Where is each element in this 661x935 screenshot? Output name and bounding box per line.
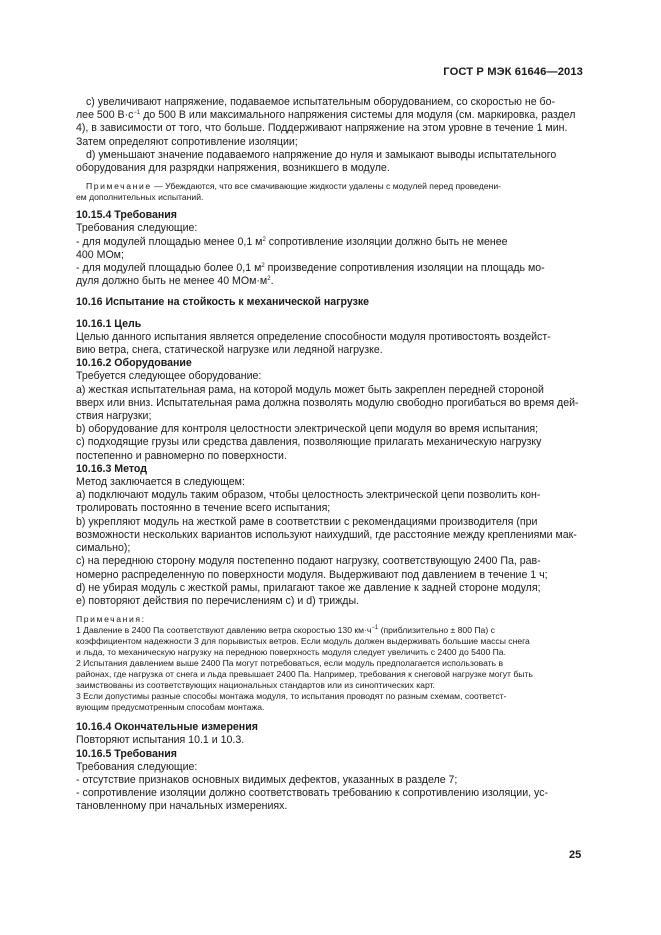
body-line: Требуется следующее оборудование: <box>76 370 262 383</box>
body-line: номерно распределенную по поверхности модуля. Выдерживают под давлением в течение 1 ч; <box>76 568 548 581</box>
section-heading-10-15-4: 10.15.4 Требования <box>76 209 177 222</box>
body-line: 400 МОм; <box>76 248 124 261</box>
body-line: e) повторяют действия по перечислениям с) и d) трижды. <box>76 594 360 607</box>
body-line: - сопротивление изоляции должно соответствовать требованию к сопротивлению изоляции, ус- <box>76 787 549 800</box>
body-line: а) жесткая испытательная рама, на которой модуль может быть закреплен передней стороной <box>76 383 544 396</box>
body-line: - для модулей площадью менее 0,1 $м^2$ сопротивление изоляции должно быть не менее <box>76 235 508 248</box>
item-d-line: оборудования для разрядки напряжения, возникшего в модуле. <box>76 162 390 175</box>
body-line: - для модулей площадью более 0,1 $м^2$ произведение сопротивления изоляции на площадь мо- <box>76 262 545 275</box>
body-line: - отсутствие признаков основных видимых дефектов, указанных в разделе 7; <box>76 773 458 786</box>
body-line: вверх или вниз. Испытательная рама должна позволять модулю свободно прогибаться во время дей- <box>76 396 579 409</box>
item-c-line: лее 500 $В\cdot с^{-1}$ до 500 В или максимального напряжения системы для модуля (см. маркировка, раздел <box>76 109 576 122</box>
body-line: b) оборудование для контроля целостности электрической цепи модуля во время испытания; <box>76 423 539 436</box>
body-line: d) не убирая модуль с жесткой рамы, прилагают такое же давление к задней стороне модуля; <box>76 581 541 594</box>
body-line: симально); <box>76 542 131 555</box>
note-line: 1 Давление в 2400 Па соответствуют давлению ветра скоростью 130 $км\cdot ч^{-1}$ (приблизительно ± 800 Па) с <box>76 625 495 636</box>
note-label: Примечание <box>86 181 152 192</box>
body-line: постепенно и равномерно по поверхности. <box>76 449 287 462</box>
item-c-line: 4), в зависимости от того, что больше. Поддерживают напряжение на этом уровне в течение 1 мин. <box>76 122 568 135</box>
page-number: 25 <box>569 849 582 861</box>
note-line: 3 Если допустимы разные способы монтажа модуля, то испытания проводят по разным схемам, соответст- <box>76 691 507 702</box>
section-heading-10-16-3: 10.16.3 Метод <box>76 462 147 475</box>
body-line: тролировать постоянно в течение всего испытания; <box>76 502 331 515</box>
section-heading-10-16: 10.16 Испытание на стойкость к механической нагрузке <box>76 296 370 309</box>
page-content <box>76 96 581 814</box>
standard-header: ГОСТ Р МЭК 61646—2013 <box>443 66 583 78</box>
item-c-line: Затем определяют сопротивление изоляции; <box>76 135 298 148</box>
note-line: и льда, то механическую нагрузку на переднюю поверхность модуля следует увеличить с 2400 до 5400 Па. <box>76 647 506 658</box>
section-heading-10-16-2: 10.16.2 Оборудование <box>76 357 192 370</box>
section-heading-10-16-5: 10.16.5 Требования <box>76 747 177 760</box>
item-c-line: c) увеличивают напряжение, подаваемое испытательным оборудованием, со скоростью не бо- <box>86 96 556 108</box>
note-line: коэффициентом надежности 3 для порывистых ветров. Если модуль должен выдерживать большие массы снега <box>76 636 530 647</box>
body-line: вию ветра, снега, статической нагрузке или ледяной нагрузке. <box>76 344 383 357</box>
notes-label: Примечания: <box>76 614 146 625</box>
note-line: районах, где нагрузка от снега и льда превышает 2400 Па. Например, требования к снеговой нагрузке могут быть <box>76 669 533 680</box>
body-line: b) укрепляют модуль на жесткой раме в соответствии с рекомендациями производителя (при <box>76 515 538 528</box>
body-line: Требования следующие: <box>76 222 198 235</box>
body-line: возможности нескольких вариантов используют наихудший, где расстояние между креплениями мак- <box>76 528 577 541</box>
body-line: ствия нагрузки; <box>76 410 152 423</box>
note-line: заимствованы из соответствующих национальных стандартов или из синоптических карт. <box>76 680 435 691</box>
body-line: Требования следующие: <box>76 760 198 773</box>
item-d-line: d) уменьшают значение подаваемого напряжение до нуля и замыкают выводы испытательного <box>86 148 557 161</box>
section-heading-10-16-1: 10.16.1 Цель <box>76 317 142 330</box>
note-line: 2 Испытания давлением выше 2400 Па могут потребоваться, если модуль предполагается использовать в <box>76 658 504 669</box>
body-line: а) подключают модуль таким образом, чтобы целостность электрической цепи позволить кон- <box>76 489 541 502</box>
body-line: с) подходящие грузы или средства давления, позволяющие прилагать механическую нагрузку <box>76 436 542 449</box>
body-line: дуля должно быть не менее 40 $МОм\cdot м^2$. <box>76 275 274 288</box>
note-line: вующим предусмотренным способам монтажа. <box>76 702 265 713</box>
section-heading-10-16-4: 10.16.4 Окончательные измерения <box>76 721 258 734</box>
body-line: Метод заключается в следующем: <box>76 476 245 489</box>
body-line: тановленному при начальных измерениях. <box>76 800 288 813</box>
note-line: ем дополнительных испытаний. <box>76 192 204 203</box>
body-line: Целью данного испытания является определение способности модуля противостоять воздейст- <box>76 330 551 343</box>
body-line: с) на переднюю сторону модуля постепенно подают нагрузку, соответствующую 2400 Па, рав- <box>76 555 541 568</box>
note-line: Примечание — Убеждаются, что все смачивающие жидкости удалены с модулей перед проведени- <box>86 181 501 192</box>
body-line: Повторяют испытания 10.1 и 10.3. <box>76 734 245 747</box>
